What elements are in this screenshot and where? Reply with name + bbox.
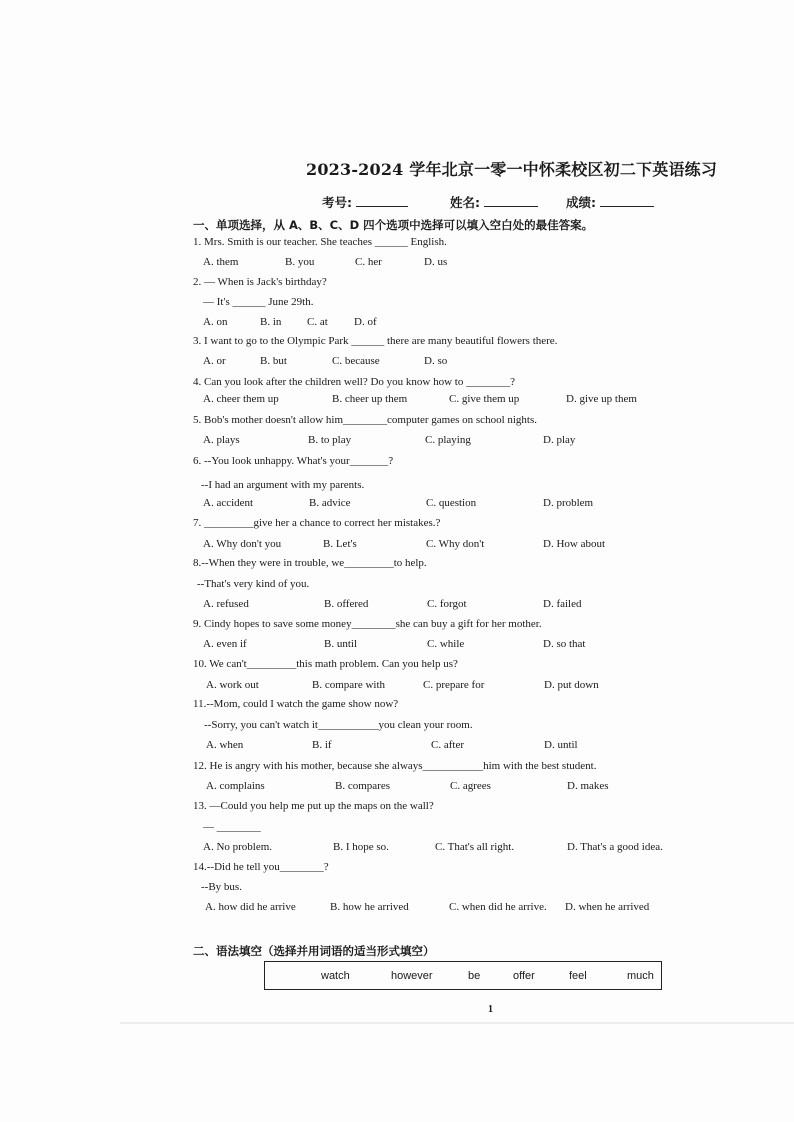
option-a[interactable]: A. or (203, 355, 226, 367)
option-b[interactable]: B. to play (308, 434, 352, 446)
option-a[interactable]: A. cheer them up (203, 393, 279, 405)
question-text: 10. We can't_________this math problem. Can you help us? (193, 658, 458, 670)
option-b[interactable]: B. how he arrived (330, 901, 409, 913)
question-text: 11.--Mom, could I watch the game show now? (193, 698, 399, 710)
question-text: 1. Mrs. Smith is our teacher. She teaches ______ English. (193, 236, 447, 248)
name-field (450, 193, 538, 211)
exam-number-field (322, 193, 408, 211)
option-c[interactable]: C. while (427, 638, 465, 650)
option-b[interactable]: B. you (285, 256, 315, 268)
word-bank-item: feel (569, 970, 587, 982)
question-text: 3. I want to go to the Olympic Park ______ there are many beautiful flowers there. (193, 335, 558, 347)
section-1-heading: 一、单项选择，从 A、B、C、D 四个选项中选择可以填入空白处的最佳答案。 (193, 218, 594, 232)
option-b[interactable]: B. compare with (312, 679, 386, 691)
page-number: 1 (488, 1004, 493, 1015)
option-d[interactable]: D. That's a good idea. (567, 841, 663, 853)
question-text: 2. — When is Jack's birthday? (193, 276, 327, 288)
section-2-heading: 二、语法填空（选择并用词语的适当形式填空） (193, 944, 435, 958)
word-bank-item: much (627, 970, 654, 982)
option-d[interactable]: D. until (544, 739, 578, 751)
question-text: 5. Bob's mother doesn't allow him________computer games on school nights. (193, 414, 538, 426)
word-bank-item: however (391, 970, 433, 982)
option-c[interactable]: C. because (332, 355, 380, 367)
option-d[interactable]: D. so (424, 355, 448, 367)
word-bank-item: watch (321, 970, 350, 982)
question-text: 4. Can you look after the children well? Do you know how to ________? (193, 376, 515, 388)
page-edge-divider (120, 1022, 794, 1024)
option-a[interactable]: A. them (203, 256, 239, 268)
option-d[interactable]: D. failed (543, 598, 582, 610)
exam-number-label: 考号: (322, 195, 352, 210)
question-text: 14.--Did he tell you________? (193, 861, 329, 873)
student-info-row (0, 193, 794, 213)
option-c[interactable]: C. prepare for (423, 679, 485, 691)
option-b[interactable]: B. but (260, 355, 287, 367)
option-c[interactable]: C. her (355, 256, 382, 268)
option-c[interactable]: C. question (426, 497, 477, 509)
question-text-line2: — It's ______ June 29th. (203, 296, 314, 308)
question-options (203, 780, 683, 794)
score-label: 成绩: (566, 195, 596, 210)
question-options (203, 679, 683, 693)
option-b[interactable]: B. until (324, 638, 358, 650)
question-options (203, 538, 683, 552)
page-title: 2023-2024 学年北京一零一中怀柔校区初二下英语练习 (306, 160, 718, 179)
option-d[interactable]: D. give up them (566, 393, 637, 405)
option-b[interactable]: B. if (312, 739, 332, 751)
option-c[interactable]: C. at (307, 316, 328, 328)
question-text-line2: --That's very kind of you. (197, 578, 310, 590)
exam-number-blank[interactable] (356, 194, 408, 207)
name-label: 姓名: (450, 195, 480, 210)
option-a[interactable]: A. No problem. (203, 841, 273, 853)
option-d[interactable]: D. us (424, 256, 448, 268)
question-options (203, 316, 683, 330)
option-c[interactable]: C. give them up (449, 393, 520, 405)
option-a[interactable]: A. complains (206, 780, 265, 792)
question-text: 13. —Could you help me put up the maps on the wall? (193, 800, 434, 812)
option-c[interactable]: C. when did he arrive. (449, 901, 547, 913)
option-a[interactable]: A. work out (206, 679, 259, 691)
option-b[interactable]: B. I hope so. (333, 841, 389, 853)
question-text: 9. Cindy hopes to save some money________she can buy a gift for her mother. (193, 618, 542, 630)
question-options (203, 393, 683, 407)
option-b[interactable]: B. offered (324, 598, 369, 610)
word-bank (264, 961, 662, 990)
question-options (203, 598, 683, 612)
option-b[interactable]: B. compares (335, 780, 390, 792)
question-options (203, 739, 683, 753)
option-d[interactable]: D. How about (543, 538, 606, 550)
option-a[interactable]: A. when (206, 739, 244, 751)
score-field (566, 193, 654, 211)
question-text: 8.--When they were in trouble, we_________to help. (193, 557, 427, 569)
word-bank-item: be (468, 970, 481, 982)
option-b[interactable]: B. in (260, 316, 282, 328)
question-text-line2: --Sorry, you can't watch it___________you clean your room. (204, 719, 473, 731)
option-d[interactable]: D. problem (543, 497, 594, 509)
question-text: 6. --You look unhappy. What's your_______? (193, 455, 394, 467)
option-c[interactable]: C. That's all right. (435, 841, 515, 853)
option-a[interactable]: A. plays (203, 434, 240, 446)
question-text: 12. He is angry with his mother, because she always___________him with the best student. (193, 760, 597, 772)
question-options (203, 638, 683, 652)
question-text-line2: --I had an argument with my parents. (201, 479, 365, 491)
option-d[interactable]: D. play (543, 434, 576, 446)
option-d[interactable]: D. makes (567, 780, 609, 792)
option-a[interactable]: A. accident (203, 497, 254, 509)
option-a[interactable]: A. Why don't you (203, 538, 282, 550)
question-text: 7. _________give her a chance to correct her mistakes.? (193, 517, 441, 529)
option-c[interactable]: C. playing (425, 434, 471, 446)
question-options (203, 901, 683, 915)
option-a[interactable]: A. on (203, 316, 228, 328)
option-d[interactable]: D. so that (543, 638, 586, 650)
question-options (203, 434, 683, 448)
option-d[interactable]: D. when he arrived (565, 901, 650, 913)
option-b[interactable]: B. Let's (323, 538, 357, 550)
question-options (203, 256, 683, 270)
option-c[interactable]: C. forgot (427, 598, 467, 610)
option-c[interactable]: C. agrees (450, 780, 491, 792)
word-bank-item: offer (513, 970, 535, 982)
question-options (203, 355, 683, 369)
question-text-line2: — ________ (203, 821, 261, 833)
option-c[interactable]: C. after (431, 739, 464, 751)
question-options (203, 841, 683, 855)
option-d[interactable]: D. of (354, 316, 377, 328)
option-a[interactable]: A. even if (203, 638, 247, 650)
option-b[interactable]: B. cheer up them (332, 393, 408, 405)
option-c[interactable]: C. Why don't (426, 538, 485, 550)
option-b[interactable]: B. advice (309, 497, 351, 509)
question-options (203, 497, 683, 511)
score-blank[interactable] (600, 194, 654, 207)
option-d[interactable]: D. put down (544, 679, 599, 691)
option-a[interactable]: A. refused (203, 598, 249, 610)
option-a[interactable]: A. how did he arrive (205, 901, 296, 913)
name-blank[interactable] (484, 194, 538, 207)
question-text-line2: --By bus. (201, 881, 242, 893)
